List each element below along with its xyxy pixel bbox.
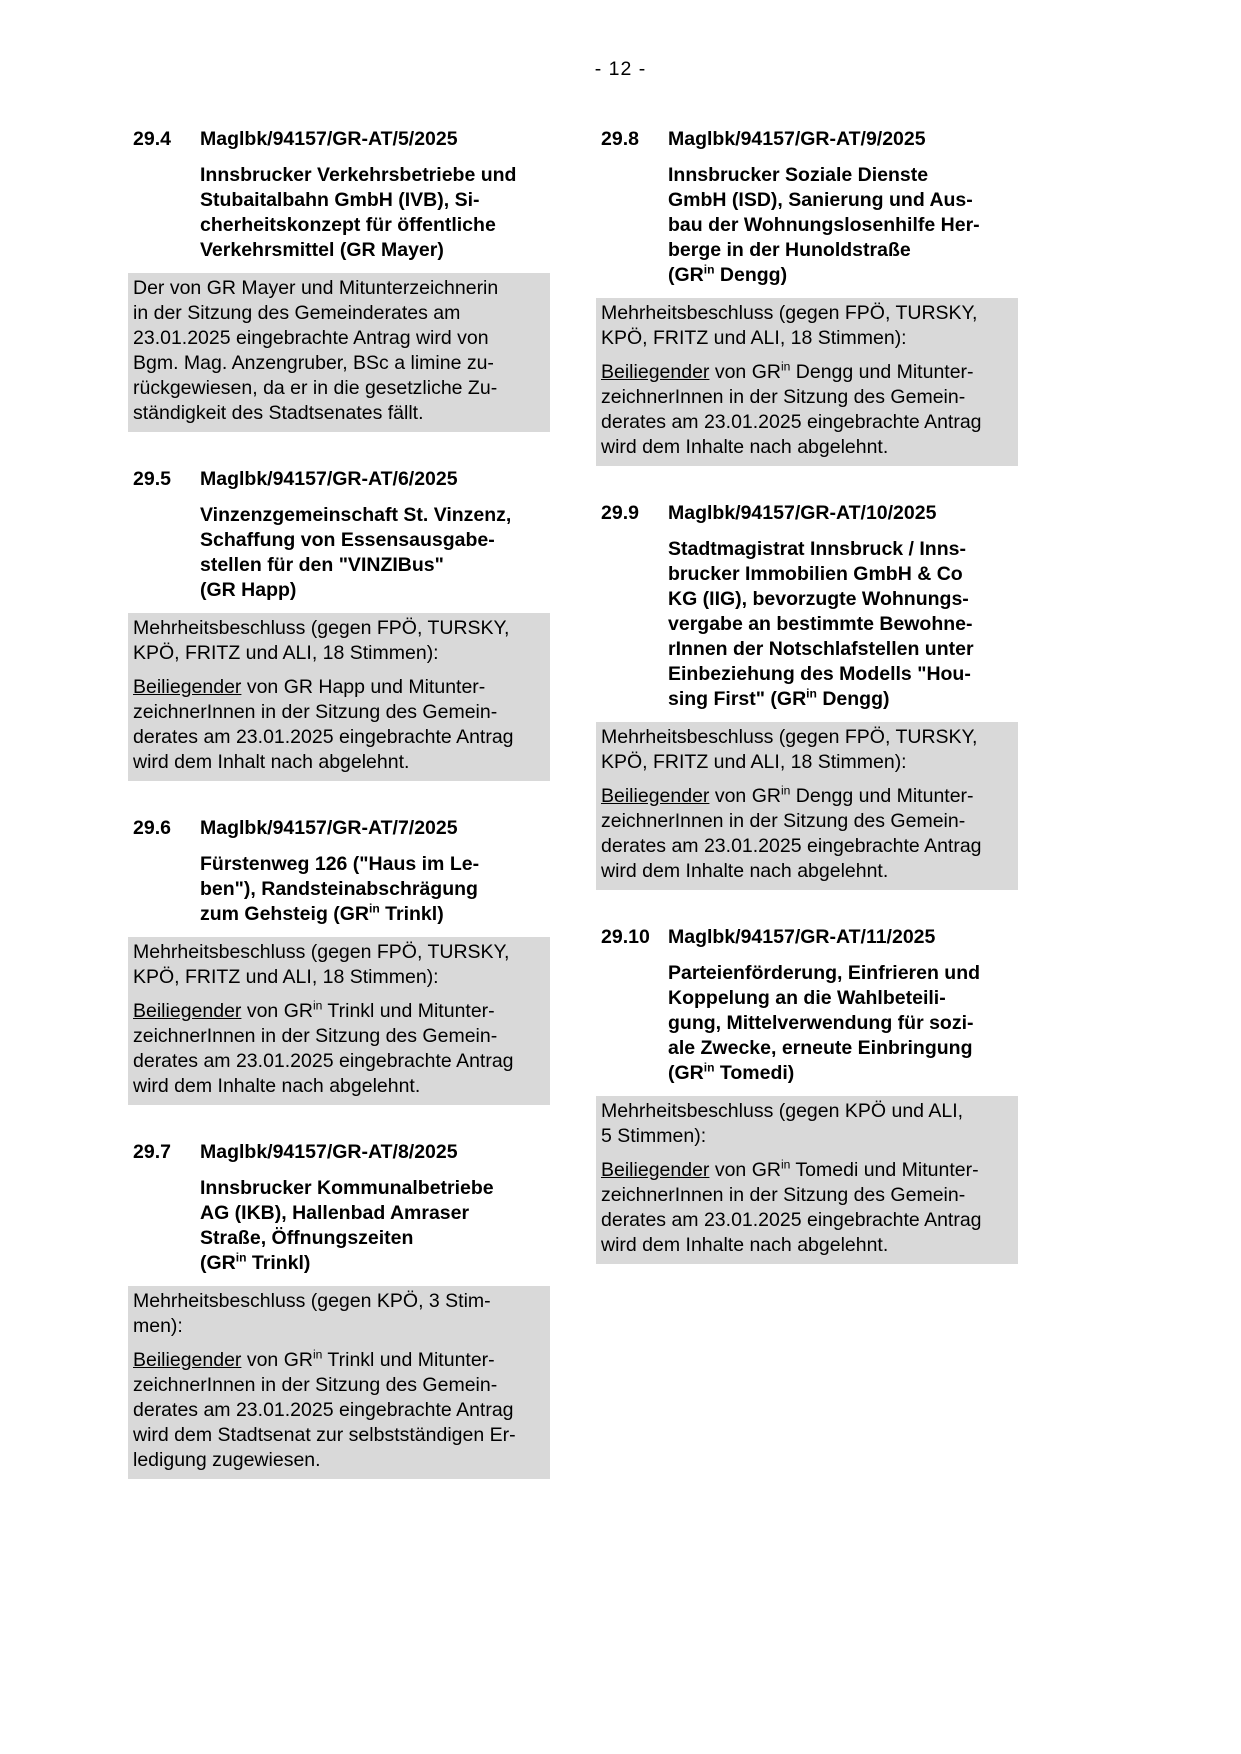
agenda-item-header — [133, 1141, 545, 1164]
agenda-item — [133, 1141, 545, 1479]
text-line — [601, 859, 1013, 884]
text-segment: AG (IKB), Hallenbad Amraser — [200, 1202, 470, 1224]
agenda-item-header — [601, 502, 1013, 525]
text-line — [133, 700, 545, 725]
superscript-text: in — [312, 1347, 323, 1362]
text-segment: KPÖ, FRITZ und ALI, 18 Stimmen): — [601, 327, 907, 349]
text-segment: derates am 23.01.2025 eingebrachte Antrag — [133, 726, 514, 748]
item-reference: Maglbk/94157/GR-AT/11/2025 — [668, 926, 936, 948]
underlined-text: Beiliegender — [601, 361, 710, 383]
text-line — [133, 1423, 545, 1448]
superscript-text: in — [780, 783, 791, 798]
item-decisions — [133, 613, 545, 781]
text-segment: Stubaitalbahn GmbH (IVB), Si- — [200, 189, 480, 211]
text-segment: derates am 23.01.2025 eingebrachte Antrag — [133, 1399, 514, 1421]
superscript-text: in — [780, 1157, 791, 1172]
item-decisions — [601, 298, 1013, 466]
decision-paragraph — [133, 999, 545, 1099]
text-segment: sing First" (GR — [668, 688, 807, 710]
text-line — [668, 188, 1013, 213]
item-number: 29.9 — [601, 502, 639, 524]
text-segment: Einbeziehung des Modells "Hou- — [668, 663, 971, 685]
item-decisions — [133, 937, 545, 1105]
text-line — [601, 834, 1013, 859]
text-segment: bau der Wohnungslosenhilfe Her- — [668, 214, 980, 236]
text-line — [601, 410, 1013, 435]
agenda-item-header — [133, 128, 545, 151]
text-line — [133, 301, 545, 326]
text-segment: Stadtmagistrat Innsbruck / Inns- — [668, 538, 966, 560]
text-segment: Straße, Öffnungszeiten — [200, 1227, 414, 1249]
text-segment: berge in der Hunoldstraße — [668, 239, 911, 261]
text-segment: wird dem Stadtsenat zur selbstständigen Er- — [133, 1424, 516, 1446]
text-segment: von GR — [709, 1159, 781, 1181]
text-line — [601, 1099, 1013, 1124]
text-line — [601, 1233, 1013, 1258]
text-line — [200, 213, 545, 238]
text-segment: Mehrheitsbeschluss (gegen FPÖ, TURSKY, — [133, 941, 510, 963]
decision-paragraph — [601, 301, 1013, 351]
text-segment: derates am 23.01.2025 eingebrachte Antrag — [601, 411, 982, 433]
text-line — [668, 213, 1013, 238]
text-line — [200, 553, 545, 578]
decision-paragraph — [133, 276, 545, 426]
text-segment: Parteienförderung, Einfrieren und — [668, 962, 981, 984]
text-line — [200, 877, 545, 902]
text-line — [200, 1251, 545, 1276]
text-segment: Dengg und Mitunter- — [790, 785, 974, 807]
superscript-text: in — [369, 901, 380, 916]
text-line — [601, 784, 1013, 809]
superscript-text: in — [806, 686, 817, 701]
text-line — [200, 1201, 545, 1226]
text-line — [200, 902, 545, 927]
text-line — [668, 562, 1013, 587]
decision-highlight-block — [596, 1096, 1018, 1264]
decision-paragraph — [601, 1099, 1013, 1149]
text-segment: zeichnerInnen in der Sitzung des Gemein- — [133, 701, 498, 723]
text-line — [133, 1348, 545, 1373]
text-line — [200, 578, 545, 603]
text-segment: Innsbrucker Soziale Dienste — [668, 164, 929, 186]
text-line — [601, 360, 1013, 385]
item-title — [668, 163, 1013, 288]
text-segment: in der Sitzung des Gemeinderates am — [133, 302, 461, 324]
text-segment: Mehrheitsbeschluss (gegen KPÖ, 3 Stim- — [133, 1290, 491, 1312]
text-line — [200, 188, 545, 213]
text-line — [668, 637, 1013, 662]
text-line — [133, 1024, 545, 1049]
decision-paragraph — [133, 616, 545, 666]
text-line — [200, 1176, 545, 1201]
text-line — [133, 641, 545, 666]
decision-paragraph — [133, 1348, 545, 1473]
text-line — [668, 687, 1013, 712]
text-segment: derates am 23.01.2025 eingebrachte Antrag — [133, 1050, 514, 1072]
agenda-item — [601, 502, 1013, 890]
text-segment: cherheitskonzept für öffentliche — [200, 214, 496, 236]
superscript-text: in — [312, 998, 323, 1013]
agenda-item-header — [601, 926, 1013, 949]
text-segment: von GR Happ und Mitunter- — [241, 676, 486, 698]
underlined-text: Beiliegender — [601, 1159, 710, 1181]
text-segment: KG (IIG), bevorzugte Wohnungs- — [668, 588, 969, 610]
text-line — [133, 965, 545, 990]
decision-highlight-block — [128, 937, 550, 1105]
item-number: 29.8 — [601, 128, 639, 150]
text-line — [133, 725, 545, 750]
decision-highlight-block — [596, 722, 1018, 890]
text-segment: wird dem Inhalte nach abgelehnt. — [601, 1234, 889, 1256]
text-line — [668, 1061, 1013, 1086]
text-segment: Fürstenweg 126 ("Haus im Le- — [200, 853, 480, 875]
text-line — [668, 238, 1013, 263]
left-column — [133, 128, 545, 1479]
text-segment: 5 Stimmen): — [601, 1125, 707, 1147]
text-line — [601, 1183, 1013, 1208]
text-line — [200, 852, 545, 877]
underlined-text: Beiliegender — [601, 785, 710, 807]
item-number: 29.5 — [133, 468, 171, 490]
text-line — [601, 1208, 1013, 1233]
item-reference: Maglbk/94157/GR-AT/9/2025 — [668, 128, 926, 150]
superscript-text: in — [703, 1060, 715, 1075]
agenda-item — [601, 926, 1013, 1264]
text-segment: Trinkl und Mitunter- — [322, 1000, 495, 1022]
text-segment: zeichnerInnen in der Sitzung des Gemein- — [601, 386, 966, 408]
underlined-text: Beiliegender — [133, 1349, 242, 1371]
text-line — [601, 326, 1013, 351]
text-line — [133, 750, 545, 775]
text-segment: Tomedi) — [714, 1062, 795, 1084]
text-segment: (GR — [668, 1062, 704, 1084]
decision-paragraph — [601, 1158, 1013, 1258]
text-line — [668, 1011, 1013, 1036]
text-segment: Dengg) — [714, 264, 788, 286]
text-line — [133, 1314, 545, 1339]
underlined-text: Beiliegender — [133, 676, 242, 698]
text-line — [668, 1036, 1013, 1061]
decision-paragraph — [601, 784, 1013, 884]
text-line — [601, 1124, 1013, 1149]
text-segment: wird dem Inhalt nach abgelehnt. — [133, 751, 410, 773]
text-segment: Trinkl) — [246, 1252, 311, 1274]
text-segment: Mehrheitsbeschluss (gegen KPÖ und ALI, — [601, 1100, 964, 1122]
text-line — [668, 537, 1013, 562]
text-segment: ständigkeit des Stadtsenates fällt. — [133, 402, 424, 424]
text-line — [200, 1226, 545, 1251]
text-segment: KPÖ, FRITZ und ALI, 18 Stimmen): — [133, 966, 439, 988]
text-segment: Innsbrucker Verkehrsbetriebe und — [200, 164, 517, 186]
text-line — [668, 163, 1013, 188]
text-segment: derates am 23.01.2025 eingebrachte Antrag — [601, 835, 982, 857]
text-line — [601, 809, 1013, 834]
text-line — [133, 1049, 545, 1074]
text-line — [668, 263, 1013, 288]
text-line — [668, 587, 1013, 612]
decision-paragraph — [133, 940, 545, 990]
text-line — [601, 301, 1013, 326]
item-decisions — [133, 1286, 545, 1479]
item-number: 29.4 — [133, 128, 171, 150]
text-line — [601, 435, 1013, 460]
text-segment: zeichnerInnen in der Sitzung des Gemein- — [601, 1184, 966, 1206]
right-column — [601, 128, 1013, 1479]
text-line — [133, 276, 545, 301]
item-reference: Maglbk/94157/GR-AT/10/2025 — [668, 502, 937, 524]
item-decisions — [601, 1096, 1013, 1264]
text-segment: wird dem Inhalte nach abgelehnt. — [133, 1075, 421, 1097]
text-segment: Dengg und Mitunter- — [790, 361, 974, 383]
decision-paragraph — [133, 675, 545, 775]
text-segment: Mehrheitsbeschluss (gegen FPÖ, TURSKY, — [601, 302, 978, 324]
text-segment: Mehrheitsbeschluss (gegen FPÖ, TURSKY, — [601, 726, 978, 748]
text-line — [601, 725, 1013, 750]
text-line — [133, 675, 545, 700]
text-segment: von GR — [709, 361, 781, 383]
underlined-text: Beiliegender — [133, 1000, 242, 1022]
text-segment: Verkehrsmittel (GR Mayer) — [200, 239, 444, 261]
item-reference: Maglbk/94157/GR-AT/8/2025 — [200, 1141, 458, 1163]
text-segment: (GR — [668, 264, 704, 286]
text-segment: Vinzenzgemeinschaft St. Vinzenz, — [200, 504, 512, 526]
text-line — [668, 662, 1013, 687]
decision-highlight-block — [128, 273, 550, 432]
text-segment: Trinkl und Mitunter- — [322, 1349, 495, 1371]
decision-paragraph — [601, 725, 1013, 775]
superscript-text: in — [780, 359, 791, 374]
decision-highlight-block — [128, 613, 550, 781]
text-segment: KPÖ, FRITZ und ALI, 18 Stimmen): — [601, 751, 907, 773]
text-line — [601, 385, 1013, 410]
text-segment: Schaffung von Essensausgabe- — [200, 529, 495, 551]
item-number: 29.6 — [133, 817, 171, 839]
text-line — [601, 1158, 1013, 1183]
text-line — [133, 1398, 545, 1423]
two-column-layout — [133, 128, 1013, 1479]
text-segment: Der von GR Mayer und Mitunterzeichnerin — [133, 277, 499, 299]
item-decisions — [133, 273, 545, 432]
item-decisions — [601, 722, 1013, 890]
text-segment: KPÖ, FRITZ und ALI, 18 Stimmen): — [133, 642, 439, 664]
text-line — [200, 163, 545, 188]
item-reference: Maglbk/94157/GR-AT/6/2025 — [200, 468, 458, 490]
text-segment: gung, Mittelverwendung für sozi- — [668, 1012, 974, 1034]
decision-paragraph — [601, 360, 1013, 460]
text-line — [601, 750, 1013, 775]
agenda-item-header — [601, 128, 1013, 151]
item-title — [200, 852, 545, 927]
text-segment: vergabe an bestimmte Bewohne- — [668, 613, 973, 635]
text-segment: zeichnerInnen in der Sitzung des Gemein- — [133, 1025, 498, 1047]
agenda-item — [601, 128, 1013, 466]
decision-highlight-block — [128, 1286, 550, 1479]
item-title — [200, 163, 545, 263]
agenda-item-header — [133, 817, 545, 840]
text-segment: Trinkl) — [379, 903, 444, 925]
text-segment: von GR — [241, 1349, 313, 1371]
agenda-item — [133, 128, 545, 432]
text-segment: Dengg) — [816, 688, 890, 710]
text-line — [133, 401, 545, 426]
text-line — [133, 326, 545, 351]
text-segment: ben"), Randsteinabschrägung — [200, 878, 478, 900]
item-title — [668, 961, 1013, 1086]
text-segment: (GR Happ) — [200, 579, 297, 601]
text-segment: von GR — [709, 785, 781, 807]
text-segment: derates am 23.01.2025 eingebrachte Antrag — [601, 1209, 982, 1231]
text-segment: Mehrheitsbeschluss (gegen FPÖ, TURSKY, — [133, 617, 510, 639]
agenda-item — [133, 468, 545, 781]
text-segment: stellen für den "VINZIBus" — [200, 554, 444, 576]
text-segment: zum Gehsteig (GR — [200, 903, 370, 925]
text-segment: von GR — [241, 1000, 313, 1022]
text-line — [133, 1373, 545, 1398]
text-line — [133, 351, 545, 376]
text-line — [668, 612, 1013, 637]
item-reference: Maglbk/94157/GR-AT/5/2025 — [200, 128, 458, 150]
text-segment: Bgm. Mag. Anzengruber, BSc a limine zu- — [133, 352, 494, 374]
text-line — [668, 961, 1013, 986]
text-line — [200, 238, 545, 263]
item-number: 29.10 — [601, 926, 650, 948]
text-line — [133, 1074, 545, 1099]
text-segment: Innsbrucker Kommunalbetriebe — [200, 1177, 494, 1199]
text-segment: Koppelung an die Wahlbeteili- — [668, 987, 946, 1009]
item-title — [200, 503, 545, 603]
text-segment: zeichnerInnen in der Sitzung des Gemein- — [133, 1374, 498, 1396]
text-line — [200, 503, 545, 528]
text-segment: rInnen der Notschlafstellen unter — [668, 638, 974, 660]
text-line — [133, 1289, 545, 1314]
text-segment: zeichnerInnen in der Sitzung des Gemein- — [601, 810, 966, 832]
text-segment: Tomedi und Mitunter- — [790, 1159, 979, 1181]
text-segment: brucker Immobilien GmbH & Co — [668, 563, 963, 585]
page-number: - 12 - — [594, 58, 647, 80]
superscript-text: in — [235, 1250, 247, 1265]
text-line — [668, 986, 1013, 1011]
text-segment: wird dem Inhalte nach abgelehnt. — [601, 860, 889, 882]
agenda-item — [133, 817, 545, 1105]
text-line — [200, 528, 545, 553]
item-title — [668, 537, 1013, 712]
text-segment: GmbH (ISD), Sanierung und Aus- — [668, 189, 973, 211]
superscript-text: in — [703, 262, 715, 277]
decision-paragraph — [133, 1289, 545, 1339]
item-title — [200, 1176, 545, 1276]
text-line — [133, 376, 545, 401]
text-segment: rückgewiesen, da er in die gesetzliche Zu- — [133, 377, 498, 399]
decision-highlight-block — [596, 298, 1018, 466]
text-segment: 23.01.2025 eingebrachte Antrag wird von — [133, 327, 489, 349]
text-line — [133, 999, 545, 1024]
text-segment: wird dem Inhalte nach abgelehnt. — [601, 436, 889, 458]
text-segment: (GR — [200, 1252, 236, 1274]
item-reference: Maglbk/94157/GR-AT/7/2025 — [200, 817, 458, 839]
text-line — [133, 1448, 545, 1473]
text-segment: ale Zwecke, erneute Einbringung — [668, 1037, 973, 1059]
text-segment: men): — [133, 1315, 183, 1337]
text-segment: ledigung zugewiesen. — [133, 1449, 321, 1471]
agenda-item-header — [133, 468, 545, 491]
text-line — [133, 940, 545, 965]
item-number: 29.7 — [133, 1141, 171, 1163]
text-line — [133, 616, 545, 641]
